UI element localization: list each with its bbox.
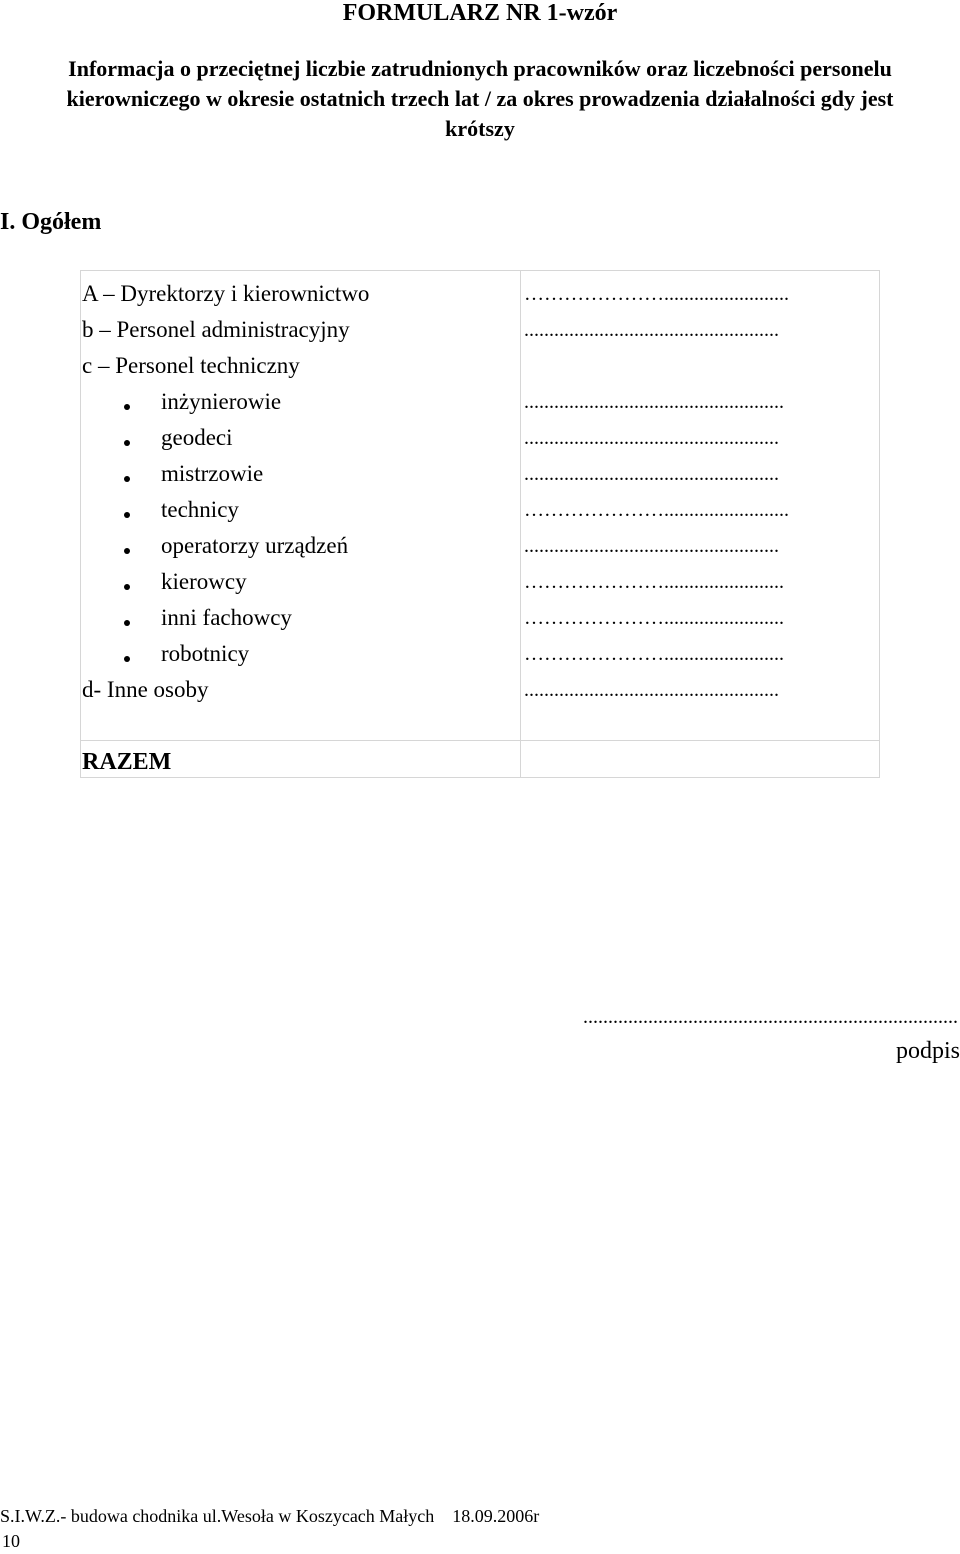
bullet-icon [124, 404, 130, 410]
table-column-divider [520, 271, 521, 778]
heading-line-1: Informacja o przeciętnej liczbie zatrudnionych pracowników oraz liczebności personelu [68, 56, 892, 81]
signature-label: podpis [895, 1038, 960, 1064]
heading-line-2: kierowniczego w okresie ostatnich trzech lat / za okres prowadzenia działalności gdy jest [66, 86, 894, 111]
form-title: FORMULARZ NR 1-wzór [342, 0, 618, 26]
page-number: 10 [2, 1531, 20, 1551]
bullet-icon [124, 548, 130, 554]
bullet-icon [124, 440, 130, 446]
bullet-icon [124, 512, 130, 518]
table-total-divider [80, 740, 880, 741]
row-value-equipment-operators[interactable]: ................................................... [524, 535, 779, 557]
section-title: I. Ogółem [0, 209, 102, 235]
row-value-surveyors[interactable]: ................................................... [524, 427, 779, 449]
table-border-left [80, 271, 81, 778]
row-label-management: A – Dyrektorzy i kierownictwo [82, 281, 370, 306]
row-value-engineers[interactable]: .................................................... [524, 391, 784, 413]
row-label-surveyors: geodeci [161, 425, 233, 450]
footer-date: 18.09.2006r [452, 1506, 540, 1526]
footer [0, 1503, 539, 1529]
row-value-management[interactable]: …………………......................... [524, 283, 789, 305]
form-heading [0, 54, 960, 144]
footer-project: S.I.W.Z.- budowa chodnika ul.Wesoła w Koszycach Małych [0, 1506, 435, 1526]
row-value-technicians[interactable]: …………………......................... [524, 499, 789, 521]
row-value-workers[interactable]: …………………........................ [524, 643, 784, 665]
row-label-engineers: inżynierowie [161, 389, 282, 414]
row-label-foremen: mistrzowie [161, 461, 264, 486]
heading-line-3: krótszy [445, 116, 515, 141]
row-label-drivers: kierowcy [161, 569, 247, 594]
row-value-other-specialists[interactable]: …………………........................ [524, 607, 784, 629]
row-label-administration: b – Personel administracyjny [82, 317, 350, 342]
row-value-foremen[interactable]: ................................................... [524, 463, 779, 485]
row-value-administration[interactable]: ................................................... [524, 319, 779, 341]
row-value-other-persons[interactable]: ................................................... [524, 679, 779, 701]
row-label-workers: robotnicy [161, 641, 250, 666]
bullet-icon [124, 584, 130, 590]
row-label-technicians: technicy [161, 497, 239, 522]
row-label-technical: c – Personel techniczny [82, 353, 300, 378]
table-border-bottom [80, 777, 880, 778]
row-value-drivers[interactable]: …………………........................ [524, 571, 784, 593]
row-label-other-specialists: inni fachowcy [161, 605, 292, 630]
total-label: RAZEM [82, 749, 172, 775]
bullet-icon [124, 656, 130, 662]
bullet-icon [124, 620, 130, 626]
signature-line[interactable]: ........................................................................... [583, 1006, 958, 1028]
bullet-icon [124, 476, 130, 482]
row-label-equipment-operators: operatorzy urządzeń [161, 533, 349, 558]
row-label-other-persons: d- Inne osoby [82, 677, 209, 702]
table-border-right [879, 271, 880, 778]
